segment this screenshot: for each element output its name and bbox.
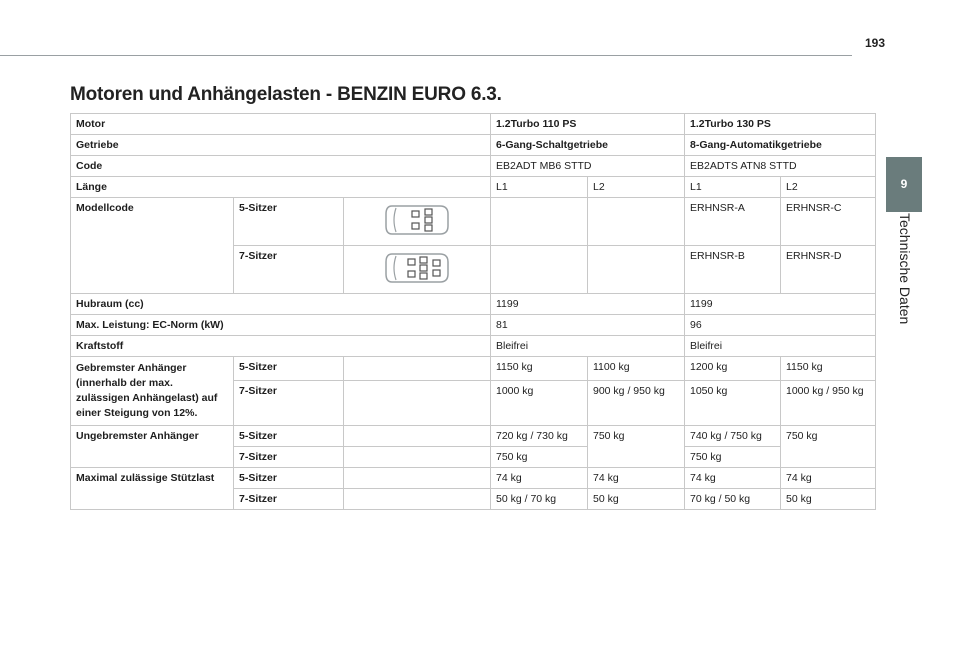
sub-label: 5-Sitzer [234,468,344,489]
cell: Bleifrei [491,336,685,357]
cell [344,468,491,489]
cell: 1.2Turbo 110 PS [491,114,685,135]
cell [344,381,491,426]
sub-label: 5-Sitzer [234,426,344,447]
cell: 74 kg [781,468,876,489]
cell: ERHNSR-B [685,246,781,294]
cell: 750 kg [685,447,781,468]
cell [344,489,491,510]
cell [588,246,685,294]
cell: L1 [491,177,588,198]
sub-label: 7-Sitzer [234,381,344,426]
row-label: Ungebremster Anhänger [71,426,234,468]
cell: 6-Gang-Schaltgetriebe [491,135,685,156]
row-label: Maximal zulässige Stützlast [71,468,234,510]
cell: 50 kg [588,489,685,510]
row-label: Code [71,156,491,177]
cell: ERHNSR-C [781,198,876,246]
table-row [71,177,876,198]
cell: L2 [781,177,876,198]
cell: 8-Gang-Automatikgetriebe [685,135,876,156]
sub-label: 7-Sitzer [234,246,344,294]
van-5-seat-layout-icon [344,198,491,246]
row-label: Motor [71,114,491,135]
cell [491,198,588,246]
sub-label: 5-Sitzer [234,198,344,246]
row-label: Länge [71,177,491,198]
cell: L2 [588,177,685,198]
cell: 1050 kg [685,381,781,426]
page-number: 193 [865,36,886,50]
cell: 74 kg [685,468,781,489]
table-row [71,315,876,336]
cell: 74 kg [491,468,588,489]
cell: 96 [685,315,876,336]
cell [344,447,491,468]
cell: EB2ADTS ATN8 STTD [685,156,876,177]
table-row [71,114,876,135]
van-7-seat-layout-icon [344,246,491,294]
chapter-title: Technische Daten [897,213,913,325]
cell: 1000 kg / 950 kg [781,381,876,426]
cell: 1000 kg [491,381,588,426]
cell [491,246,588,294]
page-title: Motoren und Anhängelasten - BENZIN EURO 6.3. [70,84,502,105]
row-label: Getriebe [71,135,491,156]
cell: 750 kg [491,447,588,468]
row-label: Modellcode [71,198,234,294]
cell: Bleifrei [685,336,876,357]
cell: 81 [491,315,685,336]
row-label: Hubraum (cc) [71,294,491,315]
cell [344,426,491,447]
cell: 1199 [491,294,685,315]
cell: 720 kg / 730 kg [491,426,588,447]
table-row [71,156,876,177]
cell: 1199 [685,294,876,315]
table-row [71,336,876,357]
table-row [71,294,876,315]
cell: EB2ADT MB6 STTD [491,156,685,177]
table-row [71,468,876,489]
cell: 74 kg [588,468,685,489]
cell: 750 kg [588,426,685,468]
table-row [71,426,876,447]
cell: 1150 kg [491,357,588,381]
row-label: Gebremster Anhänger (innerhalb der max. zulässigen Anhängelast) auf einer Steigung von 12%. [71,357,234,426]
cell: 50 kg [781,489,876,510]
cell: 750 kg [781,426,876,468]
table-row [71,198,876,246]
engine-trailer-table [70,113,876,510]
cell: ERHNSR-A [685,198,781,246]
cell: 50 kg / 70 kg [491,489,588,510]
cell: 1200 kg [685,357,781,381]
cell [588,198,685,246]
row-label: Kraftstoff [71,336,491,357]
cell: 70 kg / 50 kg [685,489,781,510]
cell: 1100 kg [588,357,685,381]
cell: L1 [685,177,781,198]
cell: 740 kg / 750 kg [685,426,781,447]
table-row [71,135,876,156]
cell [344,357,491,381]
header-rule [0,55,852,56]
sub-label: 7-Sitzer [234,489,344,510]
sub-label: 5-Sitzer [234,357,344,381]
table-row [71,357,876,381]
cell: ERHNSR-D [781,246,876,294]
cell: 1150 kg [781,357,876,381]
sub-label: 7-Sitzer [234,447,344,468]
cell: 1.2Turbo 130 PS [685,114,876,135]
chapter-tab[interactable]: 9 [886,157,922,212]
row-label: Max. Leistung: EC-Norm (kW) [71,315,491,336]
cell: 900 kg / 950 kg [588,381,685,426]
